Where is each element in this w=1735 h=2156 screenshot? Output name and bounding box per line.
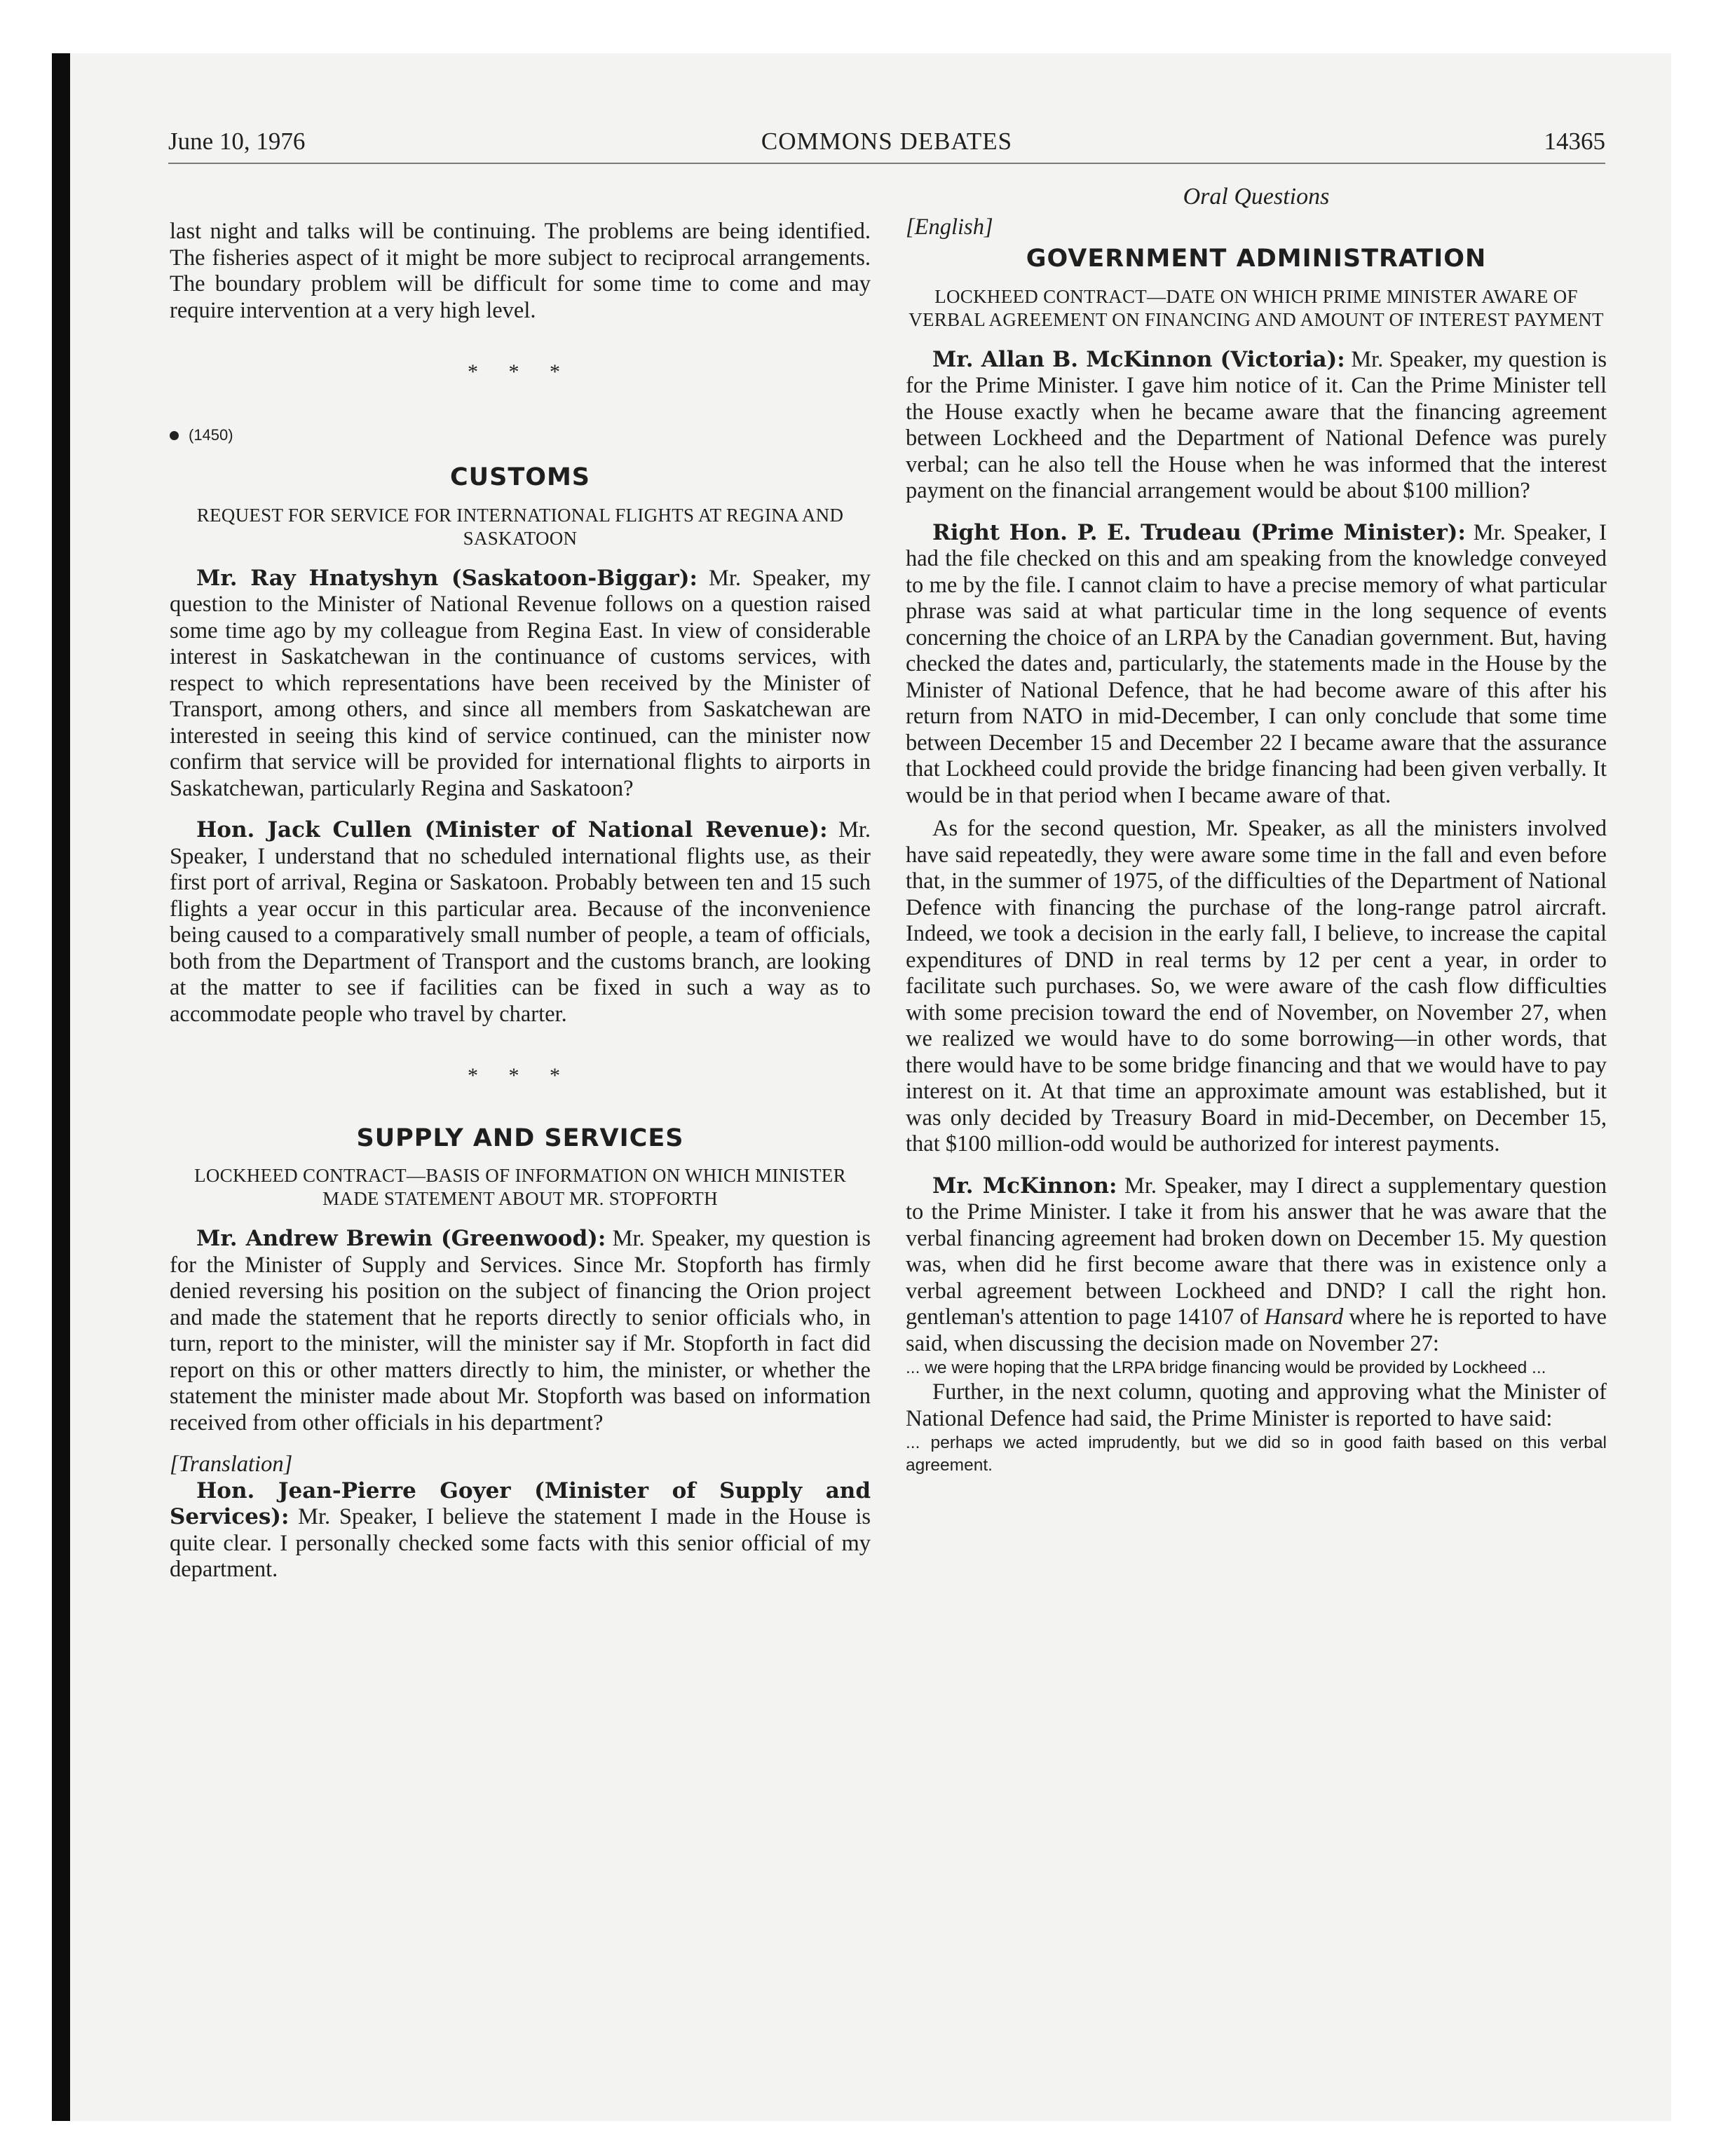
left-column xyxy=(170,219,871,1583)
subheading-supply: LOCKHEED CONTRACT—BASIS OF INFORMATION ON WHICH MINISTER MADE STATEMENT ABOUT MR. STOPFORTH xyxy=(194,1165,846,1209)
speech-trudeau xyxy=(906,520,1607,810)
section-heading-customs: CUSTOMS xyxy=(450,463,590,491)
binding-edge xyxy=(52,53,70,2121)
speech-text: Mr. Speaker, I had the file checked on this and am speaking from the knowledge conveyed to me by the file. I cannot claim to have a precise memory of what particular phrase was said at what particular time in the long sequence of events concerning the choice of an LRPA by the Canadian government. But, having checked the dates and, particularly, the statements made in the House by the Minister of National Defence, that he had become aware of this after his return from NATO in mid-December, I can only conclude that some time between December 15 and December 22 I became aware that the assurance that Lockheed could provide the bridge financing had been given verbally. It would be in that period when I became aware of that. xyxy=(906,519,1607,808)
speech-trudeau-continued: As for the second question, Mr. Speaker, as all the ministers involved have said repeatedly, they were aware some time in the fall and even before that, in the summer of 1975, of the difficulties of the Department of National Defence with financing the purchase of the long-range patrol aircraft. Indeed, we took a decision in the early fall, I believe, to increase the capital expenditures of DND in real terms by 12 per cent a year, in order to facilitate such purchases. So, we were aware of the cash flow difficulties with some precision toward the end of November, on November 27, when we realized we would have to do some borrowing—in other words, that there would have to be some bridge financing and that we would have to pay interest on it. At that time an approximate amount was established, but it was only decided by Treasury Board in mid-December, on December 15, that $100 million-odd would be authorized for interest payments. xyxy=(906,816,1607,1157)
speaker-name: Hon. Jean-Pierre Goyer (Minister of Supply and Services): xyxy=(170,1478,871,1529)
header-date: June 10, 1976 xyxy=(168,128,306,155)
speaker-name: Mr. McKinnon: xyxy=(932,1173,1117,1199)
speech-text: Mr. Speaker, my question is for the Minister of Supply and Services. Since Mr. Stopforth has firmly denied reversing his position on the subject of financing the Orion project and made the statement that he reports directly to senior officials who, in turn, report to the minister, will the minister say if Mr. Stopforth in fact did report on this or other matters directly to him, the minister, or whether the statement the minister made about Mr. Stopforth was based on information received from other officials in his department? xyxy=(170,1226,871,1435)
speaker-name: Mr. Allan B. McKinnon (Victoria): xyxy=(932,346,1345,372)
speech-text: Mr. Speaker, I understand that no scheduled international flights use, as their first port of arrival, Regina or Saskatoon. Probably between ten and 15 such flights a year occur in this particular area. Because of the inconvenience being caused to a comparatively small number of people, a team of officials, both from the Department of Transport and the customs branch, are looking at the matter to see if facilities can be fixed in such a way as to accommodate people who travel by charter. xyxy=(170,817,871,1027)
section-separator: * * * xyxy=(468,1064,573,1087)
speaker-name: Right Hon. P. E. Trudeau (Prime Minister): xyxy=(932,519,1466,545)
page-header xyxy=(168,128,1605,164)
speech-hnatyshyn xyxy=(170,566,871,803)
translation-marker: [Translation] xyxy=(170,1452,293,1477)
time-marker-label: (1450) xyxy=(189,425,233,444)
time-marker xyxy=(170,422,871,449)
speech-text: Mr. Speaker, my question is for the Prime Minister. I gave him notice of it. Can the Prime Minister tell the House exactly when he became aware that the financing agreement between Lockheed and the Department of National Defence was purely verbal; can he also tell the House when he was informed that the interest payment on the financial arrangement would be about $100 million? xyxy=(906,346,1607,503)
speech-text: where he is reported to have said, when discussing the decision made on November 27: xyxy=(906,1304,1607,1356)
language-marker: [English] xyxy=(906,214,993,240)
paragraph-continued: last night and talks will be continuing. The problems are being identified. The fisheries aspect of it might be more subject to reciprocal arrangements. The boundary problem will be difficult for some time to come and may require intervention at a very high level. xyxy=(170,219,871,323)
speech-cullen xyxy=(170,817,871,1028)
header-page-number: 14365 xyxy=(1544,128,1605,155)
header-title: COMMONS DEBATES xyxy=(761,128,1013,155)
paragraph-further: Further, in the next column, quoting and approving what the Minister of National Defence had said, the Prime Minister is reported to have said: xyxy=(906,1379,1607,1431)
section-separator: * * * xyxy=(468,360,573,383)
running-head: Oral Questions xyxy=(1183,184,1330,210)
speech-brewin xyxy=(170,1226,871,1436)
block-quote: ... perhaps we acted imprudently, but we did so in good faith based on this verbal agreement. xyxy=(906,1433,1607,1475)
speech-text: Mr. Speaker, I believe the statement I made in the House is quite clear. I personally checked some facts with this senior official of my department. xyxy=(170,1504,871,1582)
speech-mckinnon-supplementary xyxy=(906,1173,1607,1358)
bullet-dot-icon xyxy=(170,431,179,440)
section-heading-government: GOVERNMENT ADMINISTRATION xyxy=(1026,245,1487,273)
speech-mckinnon xyxy=(906,347,1607,505)
subheading-customs: REQUEST FOR SERVICE FOR INTERNATIONAL FLIGHTS AT REGINA AND SASKATOON xyxy=(196,504,844,549)
section-heading-supply: SUPPLY AND SERVICES xyxy=(356,1124,684,1152)
speaker-name: Hon. Jack Cullen (Minister of National Revenue): xyxy=(196,817,828,842)
speaker-name: Mr. Ray Hnatyshyn (Saskatoon-Biggar): xyxy=(196,565,698,591)
speech-text: Mr. Speaker, may I direct a supplementary question to the Prime Minister. I take it from his answer that he was aware that the verbal financing agreement had broken down on December 15. My question was, when did he first become aware that there was in existence only a verbal agreement between Lockheed and DND? I call the right hon. gentleman's attention to page 14107 of xyxy=(906,1173,1607,1330)
speech-goyer xyxy=(170,1478,871,1583)
right-column xyxy=(906,184,1607,1477)
subheading-government: LOCKHEED CONTRACT—DATE ON WHICH PRIME MINISTER AWARE OF VERBAL AGREEMENT ON FINANCING AND AMOUNT OF INTEREST PAYMENT xyxy=(909,285,1604,330)
block-quote: ... we were hoping that the LRPA bridge financing would be provided by Lockheed ... xyxy=(906,1358,1546,1377)
hansard-title: Hansard xyxy=(1264,1304,1344,1330)
speaker-name: Mr. Andrew Brewin (Greenwood): xyxy=(196,1226,606,1251)
speech-text: Mr. Speaker, my question to the Minister of National Revenue follows on a question raised some time ago by my colleague from Regina East. In view of considerable interest in Saskatchewan in the continuance of customs services, with respect to which representations have been received by the Minister of Transport, among others, and since all members from Saskatchewan are interested in seeing this kind of service continued, can the minister now confirm that service will be provided for international flights to airports in Saskatchewan, particularly Regina and Saskatoon? xyxy=(170,565,871,801)
